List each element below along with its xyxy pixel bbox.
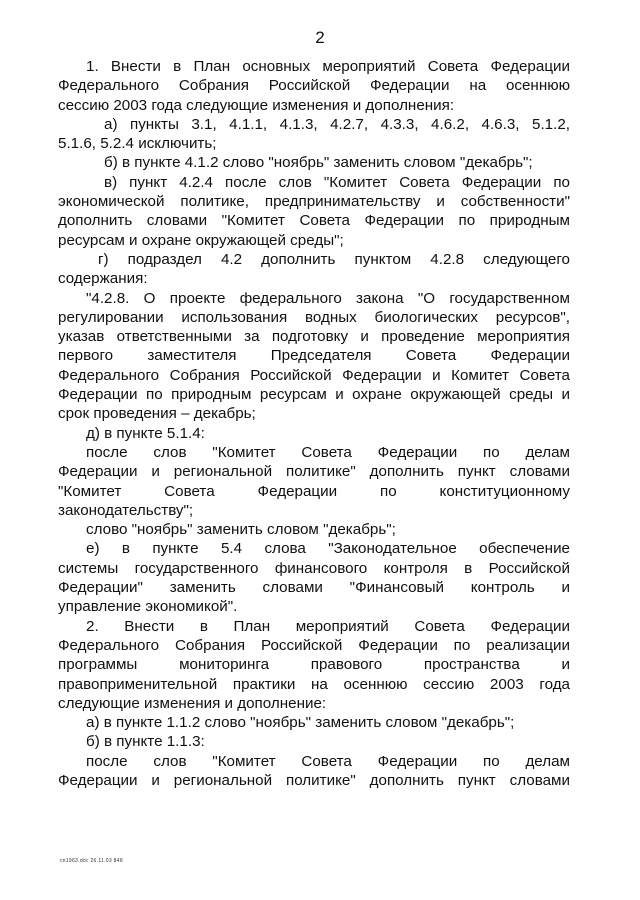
document-line: регулировании использования водных биологических ресурсов", xyxy=(58,308,570,326)
document-line: срок проведения – декабрь; xyxy=(58,405,256,423)
document-line: 5.1.6, 5.2.4 исключить; xyxy=(58,135,217,153)
document-line: после слов "Комитет Совета Федерации по делам xyxy=(86,443,570,461)
document-line: Федерального Собрания Российской Федерации на осеннюю xyxy=(58,77,570,95)
document-line: "Комитет Совета Федерации по конституционному xyxy=(58,482,570,500)
document-line: указав ответственными за подготовку и проведение мероприятия xyxy=(58,328,570,346)
document-line: следующие изменения и дополнение: xyxy=(58,694,327,712)
document-line: "4.2.8. О проекте федерального закона "О государственном xyxy=(86,289,570,307)
document-line: законодательству"; xyxy=(58,501,194,519)
document-line: экономической политике, предпринимательству и собственности" xyxy=(58,193,570,211)
document-line: б) в пункте 4.1.2 слово "ноябрь" заменить словом "декабрь"; xyxy=(104,154,533,172)
document-line: Федерации" заменить словами "Финансовый контроль и xyxy=(58,579,570,597)
document-line: сессию 2003 года следующие изменения и дополнения: xyxy=(58,96,455,114)
page-number: 2 xyxy=(315,28,325,47)
document-line: е) в пункте 5.4 слова "Законодательное обеспечение xyxy=(86,540,570,558)
document-body xyxy=(58,57,570,790)
document-line: ресурсам и охране окружающей среды"; xyxy=(58,231,344,249)
document-line: Федерального Собрания Российской Федерации по реализации xyxy=(58,636,570,654)
document-line: Федерации по природным ресурсам и охране окружающей среды и xyxy=(58,386,570,404)
document-line: б) в пункте 1.1.3: xyxy=(86,733,205,751)
document-line: 1. Внести в План основных мероприятий Совета Федерации xyxy=(86,58,570,75)
document-line: в) пункт 4.2.4 после слов "Комитет Совета Федерации по xyxy=(104,173,570,191)
document-line: содержания: xyxy=(58,270,148,288)
document-line: управление экономикой". xyxy=(58,598,238,616)
document-line: дополнить словами "Комитет Совета Федерации по природным xyxy=(58,212,570,230)
document-line: г) подраздел 4.2 дополнить пунктом 4.2.8 следующего xyxy=(98,250,570,268)
document-line: Федерального Собрания Российской Федерации и Комитет Совета xyxy=(58,366,570,384)
document-line: а) пункты 3.1, 4.1.1, 4.1.3, 4.2.7, 4.3.3, 4.6.2, 4.6.3, 5.1.2, xyxy=(104,115,570,133)
document-line: Федерации и региональной политике" дополнить пункт словами xyxy=(58,463,570,481)
document-line: д) в пункте 5.1.4: xyxy=(86,424,205,442)
footer-file-code: сп1963.doc 26.11.03 848 xyxy=(60,858,123,864)
document-line: 2. Внести в План мероприятий Совета Федерации xyxy=(86,617,570,635)
document-line: правоприменительной практики на осеннюю сессию 2003 года xyxy=(58,675,570,693)
document-line: системы государственного финансового контроля в Российской xyxy=(58,559,570,577)
document-line: после слов "Комитет Совета Федерации по делам xyxy=(86,752,570,770)
document-line: Федерации и региональной политике" дополнить пункт словами xyxy=(58,771,570,789)
document-line: слово "ноябрь" заменить словом "декабрь"; xyxy=(86,521,396,539)
document-line: а) в пункте 1.1.2 слово "ноябрь" заменить словом "декабрь"; xyxy=(86,714,515,732)
document-line: первого заместителя Председателя Совета Федерации xyxy=(58,347,570,365)
document-line: программы мониторинга правового пространства и xyxy=(58,656,570,674)
